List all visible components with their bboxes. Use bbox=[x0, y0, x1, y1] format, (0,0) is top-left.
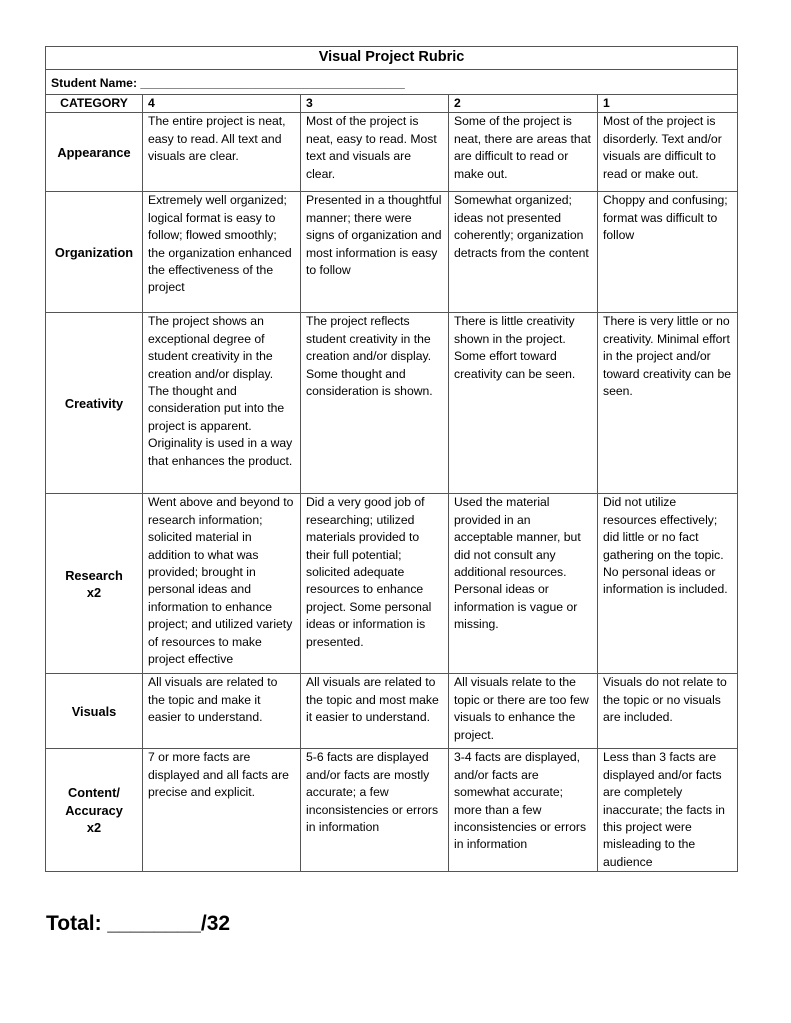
criteria-cell: Went above and beyond to research information; solicited material in addition to what was provided; brought in personal ideas and information to enhance project; and utilized variety of resources to make project effective bbox=[143, 494, 301, 674]
rubric-row bbox=[46, 113, 738, 192]
category-label: Accuracy bbox=[65, 802, 123, 818]
rubric-row bbox=[46, 313, 738, 494]
criteria-cell: Some of the project is neat, there are areas that are difficult to read or make out. bbox=[449, 113, 598, 192]
criteria-cell: 5-6 facts are displayed and/or facts are mostly accurate; a few inconsistencies or errors in information bbox=[301, 749, 449, 872]
category-cell bbox=[46, 494, 143, 674]
criteria-cell: Did not utilize resources effectively; did little or no fact gathering on the topic. No personal ideas or information is included. bbox=[598, 494, 738, 674]
criteria-cell: Most of the project is disorderly. Text and/or visuals are difficult to read or make out. bbox=[598, 113, 738, 192]
category-cell bbox=[46, 113, 143, 192]
rubric-row bbox=[46, 674, 738, 749]
criteria-cell: There is very little or no creativity. Minimal effort in the project and/or toward creativity can be seen. bbox=[598, 313, 738, 494]
category-label: Visuals bbox=[71, 703, 117, 719]
rubric-table bbox=[45, 46, 738, 872]
category-label: Research bbox=[65, 567, 123, 583]
category-cell bbox=[46, 674, 143, 749]
category-label: x2 bbox=[86, 820, 102, 836]
criteria-cell: All visuals relate to the topic or there are too few visuals to enhance the project. bbox=[449, 674, 598, 749]
category-label: Organization bbox=[54, 244, 134, 260]
category-cell bbox=[46, 749, 143, 872]
criteria-cell: 7 or more facts are displayed and all facts are precise and explicit. bbox=[143, 749, 301, 872]
category-label: Creativity bbox=[64, 395, 124, 411]
criteria-cell: Less than 3 facts are displayed and/or facts are completely inaccurate; the facts in this project were misleading to the audience bbox=[598, 749, 738, 872]
rubric-row bbox=[46, 494, 738, 674]
criteria-cell: Presented in a thoughtful manner; there were signs of organization and most information is easy to follow bbox=[301, 192, 449, 313]
criteria-cell: Visuals do not relate to the topic or no visuals are included. bbox=[598, 674, 738, 749]
category-label: Appearance bbox=[57, 144, 131, 160]
criteria-cell: 3-4 facts are displayed, and/or facts are somewhat accurate; more than a few inconsistencies or errors in information bbox=[449, 749, 598, 872]
category-cell bbox=[46, 313, 143, 494]
criteria-cell: Extremely well organized; logical format is easy to follow; flowed smoothly; the organization enhanced the effectiveness of the project bbox=[143, 192, 301, 313]
rubric-row bbox=[46, 749, 738, 872]
criteria-cell: Did a very good job of researching; utilized materials provided to their full potential; solicited adequate resources to enhance project. Some personal ideas or information is presented. bbox=[301, 494, 449, 674]
category-cell bbox=[46, 192, 143, 313]
category-label: x2 bbox=[86, 584, 102, 600]
criteria-cell: Somewhat organized; ideas not presented coherently; organization detracts from the content bbox=[449, 192, 598, 313]
header-score-4: 4 bbox=[143, 95, 301, 113]
student-name-field[interactable]: Student Name: _______________________________________ bbox=[46, 70, 738, 95]
criteria-cell: There is little creativity shown in the project. Some effort toward creativity can be seen. bbox=[449, 313, 598, 494]
criteria-cell: The project reflects student creativity in the creation and/or display. Some thought and consideration is shown. bbox=[301, 313, 449, 494]
criteria-cell: All visuals are related to the topic and most make it easier to understand. bbox=[301, 674, 449, 749]
rubric-title: Visual Project Rubric bbox=[46, 47, 738, 70]
header-score-3: 3 bbox=[301, 95, 449, 113]
criteria-cell: The project shows an exceptional degree of student creativity in the creation and/or display. The thought and consideration put into the project is apparent. Originality is used in a way that enhances the product. bbox=[143, 313, 301, 494]
criteria-cell: All visuals are related to the topic and make it easier to understand. bbox=[143, 674, 301, 749]
criteria-cell: Used the material provided in an acceptable manner, but did not consult any additional resources. Personal ideas or information is vague or missing. bbox=[449, 494, 598, 674]
criteria-cell: Choppy and confusing; format was difficult to follow bbox=[598, 192, 738, 313]
header-score-2: 2 bbox=[449, 95, 598, 113]
header-category: CATEGORY bbox=[46, 95, 143, 113]
total-score: Total: ________/32 bbox=[46, 912, 231, 935]
header-score-1: 1 bbox=[598, 95, 738, 113]
header-row bbox=[46, 95, 738, 113]
criteria-cell: The entire project is neat, easy to read. All text and visuals are clear. bbox=[143, 113, 301, 192]
rubric-row bbox=[46, 192, 738, 313]
category-label: Content/ bbox=[68, 785, 120, 801]
criteria-cell: Most of the project is neat, easy to read. Most text and visuals are clear. bbox=[301, 113, 449, 192]
